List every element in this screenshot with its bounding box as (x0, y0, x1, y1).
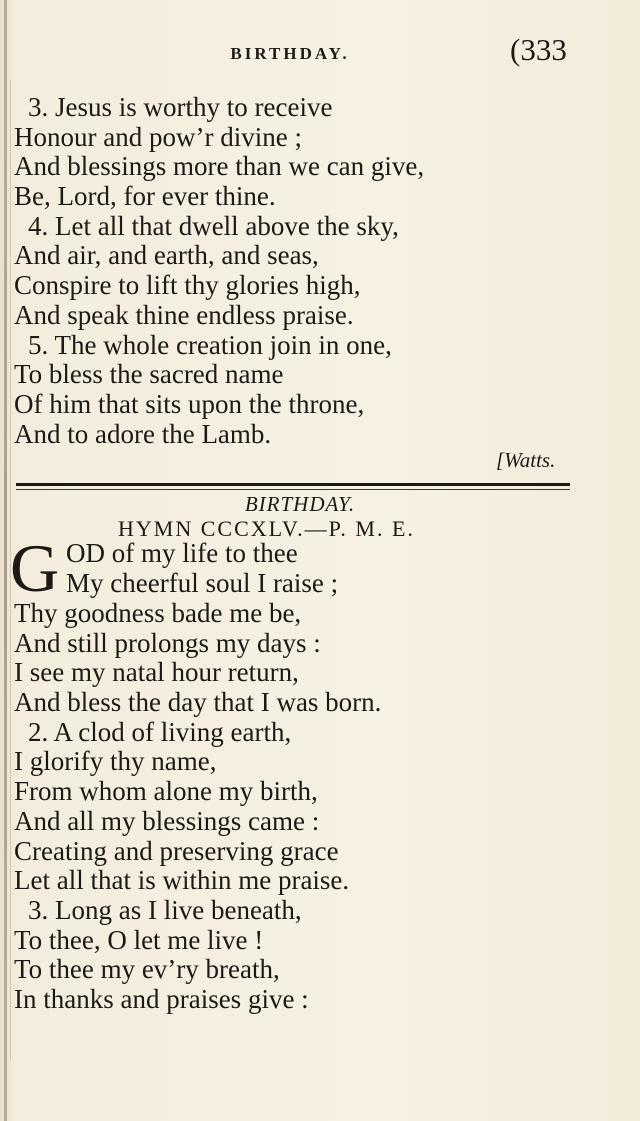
verse-line: And all my blessings came : (14, 805, 320, 836)
verse-line: To thee, O let me live ! (14, 924, 264, 955)
verse-line: And blessings more than we can give, (14, 151, 425, 182)
verse-line: 3. Jesus is worthy to receive (28, 92, 333, 122)
verse-line: My cheerful soul I raise ; (66, 567, 339, 598)
verse-line: And speak thine endless praise. (14, 299, 354, 330)
verse-line: Let all that is within me praise. (14, 865, 350, 896)
verse-line: 5. The whole creation join in one, (28, 329, 392, 360)
verse-line: Conspire to lift thy glories high, (14, 270, 361, 301)
section-divider-thin (16, 489, 570, 490)
drop-cap: G (10, 530, 60, 606)
verse-line: In thanks and praises give : (14, 983, 309, 1014)
running-head: BIRTHDAY. (230, 44, 350, 63)
verse-line: I glorify thy name, (14, 746, 217, 777)
verse-line: OD of my life to thee (66, 538, 298, 568)
verse-line: Be, Lord, for ever thine. (14, 181, 276, 212)
hymn-verses (14, 599, 614, 1015)
page-binding-edge (4, 0, 7, 1121)
hymn-title: HYMN CCCXLV.—P. M. E. (118, 516, 415, 541)
verse-line: I see my natal hour return, (14, 657, 299, 688)
verse-line: And air, and earth, and seas, (14, 240, 319, 271)
verse-line: 3. Long as I live beneath, (28, 894, 302, 925)
verse-line: Of him that sits upon the throne, (14, 388, 365, 419)
verse-line: And to adore the Lamb. (14, 418, 272, 449)
author-attribution: [Watts. (496, 448, 556, 472)
verse-line: Creating and preserving grace (14, 835, 339, 866)
continued-hymn-verses (14, 93, 614, 449)
verse-line: To thee my ev’ry breath, (14, 954, 280, 985)
verse-line: Thy goodness bade me be, (14, 598, 302, 628)
verse-line: To bless the sacred name (14, 359, 284, 390)
verse-line: Honour and pow’r divine ; (14, 121, 302, 152)
page-number: (333 (510, 32, 567, 67)
verse-line: From whom alone my birth, (14, 776, 318, 807)
verse-line: 2. A clod of living earth, (28, 716, 292, 747)
section-divider (16, 483, 570, 486)
hymn-opening-lines (66, 539, 606, 598)
verse-line: And bless the day that I was born. (14, 687, 382, 718)
section-title: BIRTHDAY. (244, 492, 356, 516)
verse-line: 4. Let all that dwell above the sky, (28, 210, 399, 241)
verse-line: And still prolongs my days : (14, 627, 321, 658)
